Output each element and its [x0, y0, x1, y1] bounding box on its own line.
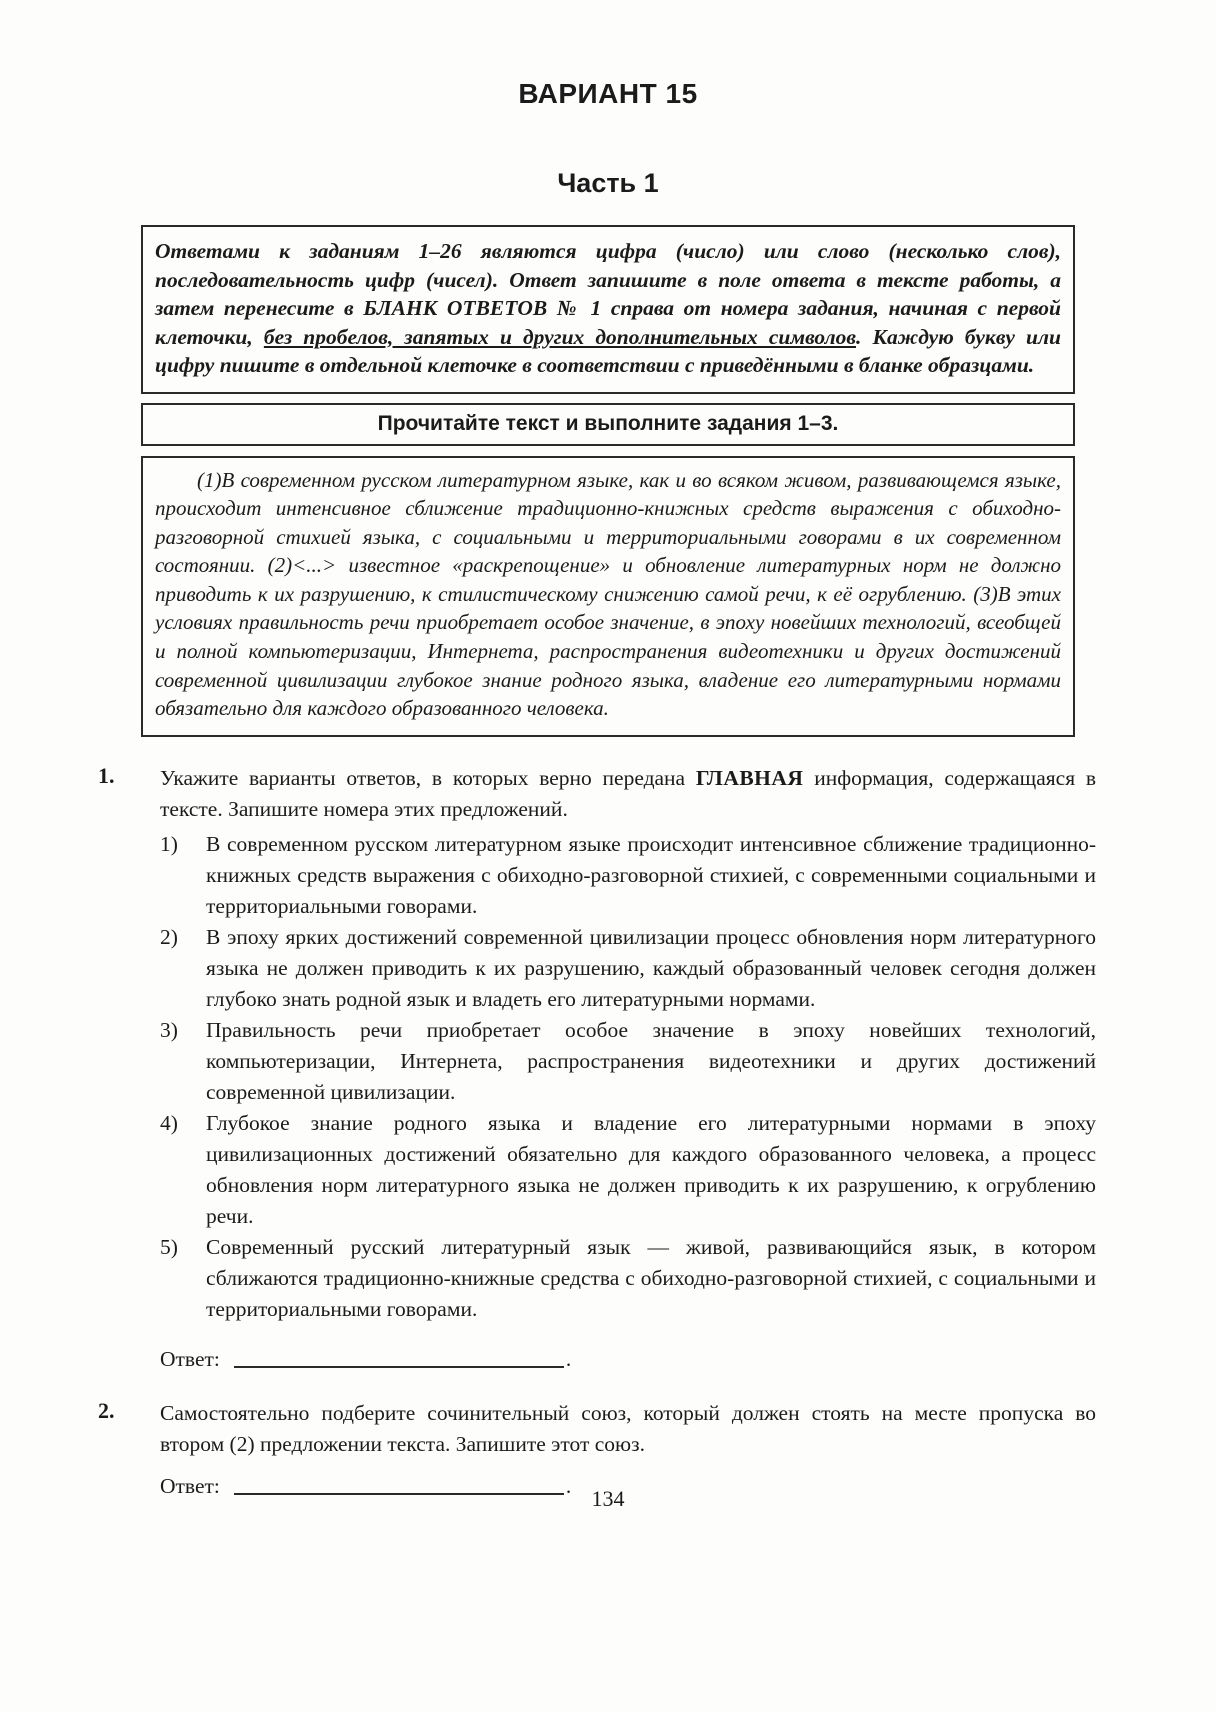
instruction-text-pre: Ответами к заданиям 1–26 являются цифра (число) или слово (несколько слов), последовательность цифр (чисел). Ответ запишите в поле ответа в тексте работы, а затем перенесите в БЛАНК ОТВЕТОВ № 1 справа от номера задания, начиная с первой клеточки, [155, 239, 1061, 349]
option-5-text: Современный русский литературный язык — живой, развивающийся язык, в котором сближаются традиционно-книжные средства с обиходно-разговорной стихией, с социальными и территориальными говорами. [206, 1234, 1096, 1321]
option-3-text: Правильность речи приобретает особое значение в эпоху новейших технологий, компьютеризации, Интернета, распространения видеотехники и других достижений современной цивилизации. [206, 1017, 1096, 1104]
option-1-number: 1) [160, 831, 178, 856]
passage-box [141, 456, 1075, 737]
page-number: 134 [591, 1486, 625, 1511]
option-2-number: 2) [160, 924, 178, 949]
option-5-number: 5) [160, 1234, 178, 1259]
option-2-text: В эпоху ярких достижений современной цивилизации процесс обновления норм литературного языка не должен приводить к их разрушению, каждый образованный человек сегодня должен глубоко знать родной язык и владеть его литературными нормами. [206, 924, 1096, 1011]
instruction-box [141, 225, 1075, 394]
question-1-answer-blank [234, 1365, 564, 1368]
question-1-answer-period: . [565, 1346, 572, 1371]
question-1-text-pre: Укажите варианты ответов, в которых верно передана [160, 765, 696, 790]
instruction-text [155, 237, 1061, 380]
option-4-number: 4) [160, 1110, 178, 1135]
question-1-answer-row [160, 1347, 1096, 1372]
question-1-text-post: информация, содержащаяся в тексте. Запишите номера этих предложений. [160, 765, 1096, 821]
option-3 [160, 1015, 1096, 1108]
question-1 [98, 762, 1096, 1372]
question-2-number: 2. [98, 1397, 115, 1423]
question-1-text [160, 763, 1096, 825]
passage-text: (1)В современном русском литературном языке, как и во всяком живом, развивающемся языке, происходит интенсивное сближение традиционно-книжных средств выражения с обиходно-разговорной стихией языка, с социальными и территориальными говорами в их современном состоянии. (2)<...> известное «раскрепощение» и обновление литературных норм не должно приводить к их разрушению, к стилистическому снижению самой речи, к её огрублению. (3)В этих условиях правильность речи приобретает особое значение, в эпоху новейших технологий, всеобщей и полной компьютеризации, Интернета, распространения видеотехники и других достижений современной цивилизации глубокое знание родного языка, владение его литературными нормами обязательно для каждого образованного человека. [155, 467, 1061, 721]
question-1-number: 1. [98, 762, 115, 788]
read-text-banner [141, 403, 1075, 446]
question-2-text: Самостоятельно подберите сочинительный союз, который должен стоять на месте пропуска во втором (2) предложении текста. Запишите этот союз. [160, 1400, 1096, 1456]
option-4 [160, 1108, 1096, 1232]
read-text-banner-label: Прочитайте текст и выполните задания 1–3. [377, 411, 839, 435]
question-1-answer-label: Ответ: [160, 1346, 220, 1371]
option-3-number: 3) [160, 1017, 178, 1042]
question-2-answer-label: Ответ: [160, 1473, 220, 1498]
instruction-underlined-phrase: без пробелов, запятых и других дополнительных символов [263, 324, 856, 349]
option-4-text: Глубокое знание родного языка и владение его литературными нормами в эпоху цивилизационных достижений обязательно для каждого образованного человека, а процесс обновления норм литературного языка не должен приводить к их разрушению, к огрублению речи. [206, 1110, 1096, 1228]
question-1-keyword: ГЛАВНАЯ [695, 765, 804, 790]
option-1 [160, 829, 1096, 922]
question-2 [98, 1397, 1096, 1499]
option-5 [160, 1232, 1096, 1325]
option-1-text: В современном русском литературном языке происходит интенсивное сближение традиционно-книжных средств выражения с обиходно-разговорной стихией, с современными социальными и территориальными говорами. [206, 831, 1096, 918]
instruction-text-post: . Каждую букву или цифру пишите в отдельной клеточке в соответствии с приведёнными в бланке образцами. [155, 324, 1061, 377]
option-2 [160, 922, 1096, 1015]
variant-title: ВАРИАНТ 15 [518, 78, 698, 109]
question-2-answer-period: . [565, 1473, 572, 1498]
part-title: Часть 1 [557, 168, 659, 198]
question-1-options [160, 829, 1096, 1325]
